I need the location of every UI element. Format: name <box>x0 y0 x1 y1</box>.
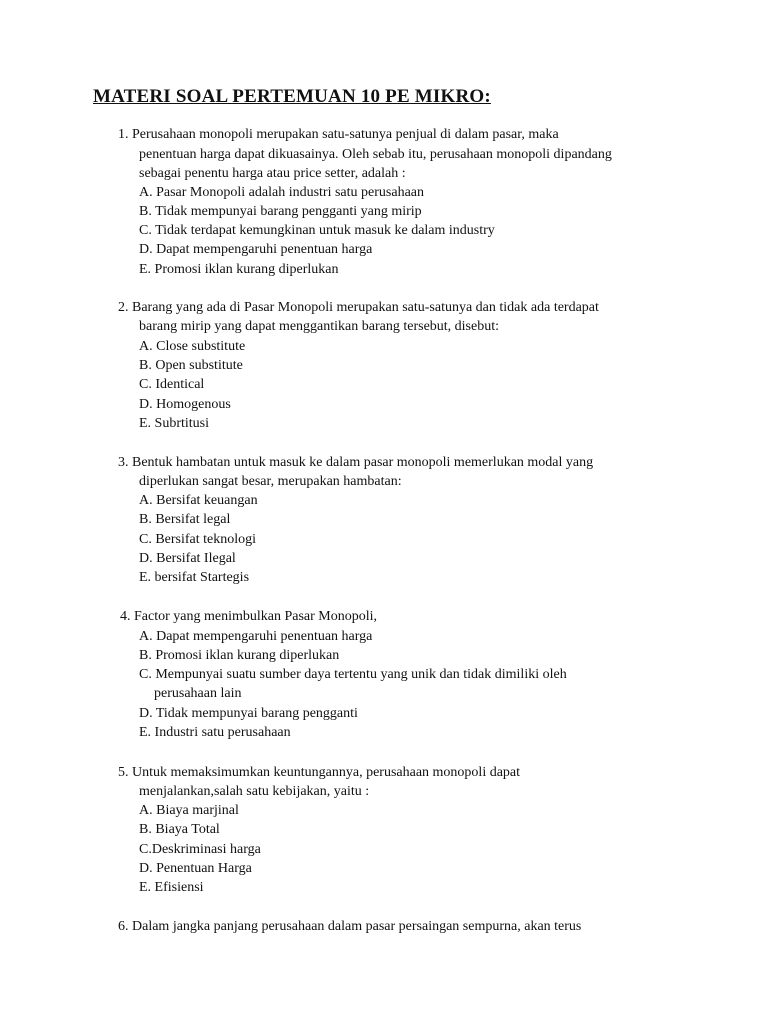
option-e: E. bersifat Startegis <box>139 570 250 585</box>
option-b: B. Promosi iklan kurang diperlukan <box>139 648 340 663</box>
option-d: D. Dapat mempengaruhi penentuan harga <box>139 242 373 257</box>
option-e: E. Promosi iklan kurang diperlukan <box>139 262 339 277</box>
option-c-continuation: perusahaan lain <box>154 686 242 701</box>
question-4-line-1: 4. Factor yang menimbulkan Pasar Monopoli, <box>120 609 378 624</box>
option-b: B. Tidak mempunyai barang pengganti yang mirip <box>139 204 422 219</box>
option-d: D. Penentuan Harga <box>139 861 252 876</box>
question-5-line-1: 5. Untuk memaksimumkan keuntungannya, perusahaan monopoli dapat <box>118 765 521 780</box>
option-e: E. Industri satu perusahaan <box>139 725 291 740</box>
option-b: B. Bersifat legal <box>139 512 231 527</box>
option-c: C. Bersifat teknologi <box>139 532 257 547</box>
option-c: C. Tidak terdapat kemungkinan untuk masuk ke dalam industry <box>139 223 495 238</box>
option-e: E. Efisiensi <box>139 880 204 895</box>
question-6-line-1: 6. Dalam jangka panjang perusahaan dalam pasar persaingan sempurna, akan terus <box>118 919 582 934</box>
option-c: C. Identical <box>139 377 205 392</box>
option-b: B. Open substitute <box>139 358 243 373</box>
question-3-line-2: diperlukan sangat besar, merupakan hambatan: <box>139 474 402 489</box>
option-a: A. Close substitute <box>139 339 246 354</box>
option-c: C. Mempunyai suatu sumber daya tertentu yang unik dan tidak dimiliki oleh <box>139 667 567 682</box>
option-e: E. Subrtitusi <box>139 416 210 431</box>
page-title: MATERI SOAL PERTEMUAN 10 PE MIKRO: <box>93 86 491 107</box>
question-3-line-1: 3. Bentuk hambatan untuk masuk ke dalam pasar monopoli memerlukan modal yang <box>118 455 594 470</box>
question-2-line-2: barang mirip yang dapat menggantikan barang tersebut, disebut: <box>139 319 500 334</box>
option-a: A. Dapat mempengaruhi penentuan harga <box>139 629 373 644</box>
question-5-line-2: menjalankan,salah satu kebijakan, yaitu : <box>139 784 370 799</box>
question-1-line-2: penentuan harga dapat dikuasainya. Oleh sebab itu, perusahaan monopoli dipandang <box>139 147 612 162</box>
option-b: B. Biaya Total <box>139 822 220 837</box>
option-c: C.Deskriminasi harga <box>139 842 261 857</box>
option-d: D. Tidak mempunyai barang pengganti <box>139 706 358 721</box>
question-1-line-3: sebagai penentu harga atau price setter, adalah : <box>139 166 406 181</box>
question-2-line-1: 2. Barang yang ada di Pasar Monopoli merupakan satu-satunya dan tidak ada terdapat <box>118 300 599 315</box>
option-d: D. Homogenous <box>139 397 231 412</box>
option-a: A. Biaya marjinal <box>139 803 239 818</box>
option-d: D. Bersifat Ilegal <box>139 551 236 566</box>
option-a: A. Bersifat keuangan <box>139 493 258 508</box>
question-1-line-1: 1. Perusahaan monopoli merupakan satu-satunya penjual di dalam pasar, maka <box>118 127 559 142</box>
option-a: A. Pasar Monopoli adalah industri satu perusahaan <box>139 185 424 200</box>
